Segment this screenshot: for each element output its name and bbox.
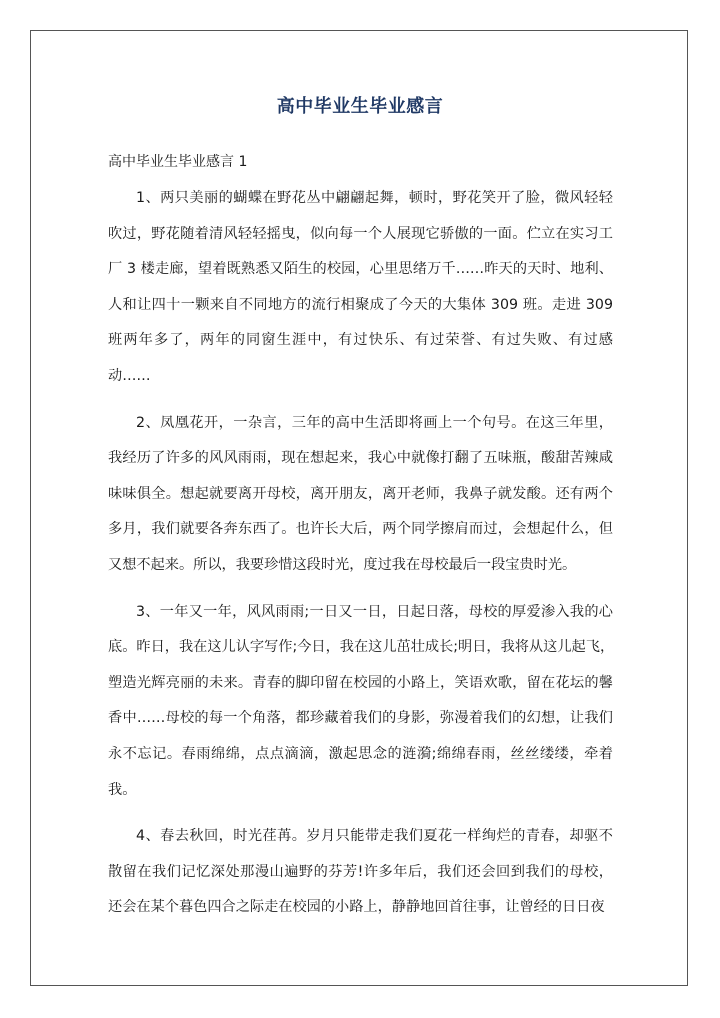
paragraph-line: 又想不起来。所以，我要珍惜这段时光，度过我在母校最后一段宝贵时光。	[108, 556, 577, 573]
paragraph-line: 还会在某个暮色四合之际走在校园的小路上，静静地回首往事，让曾经的日日夜	[108, 899, 605, 916]
paragraph-line: 动……	[108, 367, 151, 384]
paragraph-line: 1、两只美丽的蝴蝶在野花丛中翩翩起舞，顿时，野花笑开了脸，微风轻轻	[136, 190, 613, 206]
section-subtitle: 高中毕业生毕业感言 1	[108, 154, 248, 170]
paragraph	[108, 181, 613, 395]
paragraph	[108, 819, 613, 926]
paragraph-line: 我。	[108, 781, 137, 798]
paragraph-line: 多月，我们就要各奔东西了。也许长大后，两个同学擦肩而过，会想起什么，但	[108, 521, 613, 538]
paragraph-line: 3、一年又一年，风风雨雨;一日又一日，日起日落，母校的厚爱渗入我的心	[136, 603, 613, 620]
paragraph-line: 香中……母校的每一个角落，都珍藏着我们的身影，弥漫着我们的幻想，让我们	[108, 710, 613, 727]
paragraph-line: 味味俱全。想起就要离开母校，离开朋友，离开老师，我鼻子就发酸。还有两个	[108, 485, 613, 502]
document-body	[108, 150, 613, 937]
paragraph	[108, 595, 613, 809]
document-title: 高中毕业生毕业感言	[276, 96, 444, 117]
paragraph-line: 我经历了许多的风风雨雨，现在想起来，我心中就像打翻了五味瓶，酸甜苦辣咸	[108, 450, 613, 467]
paragraph-line: 人和让四十一颗来自不同地方的流行相聚成了今天的大集体 309 班。走进 309	[108, 296, 613, 313]
paragraph	[108, 406, 613, 584]
paragraph-line: 散留在我们记忆深处那漫山遍野的芬芳!许多年后，我们还会回到我们的母校，	[108, 863, 613, 880]
paragraph-line: 2、凤凰花开，一杂言，三年的高中生活即将画上一个句号。在这三年里，	[136, 414, 613, 431]
paragraph-line: 班两年多了，两年的同窗生涯中，有过快乐、有过荣誉、有过失败、有过感	[108, 332, 613, 349]
paragraph-line: 4、春去秋回，时光荏苒。岁月只能带走我们夏花一样绚烂的青春，却驱不	[136, 828, 613, 845]
paragraph-line: 永不忘记。春雨绵绵，点点滴滴，激起思念的涟漪;绵绵春雨，丝丝缕缕，牵着	[108, 745, 613, 762]
paragraph-line: 吹过，野花随着清风轻轻摇曳，似向每一个人展现它骄傲的一面。伫立在实习工	[108, 225, 613, 242]
paragraph-line: 塑造光辉亮丽的未来。青春的脚印留在校园的小路上，笑语欢歌，留在花坛的馨	[108, 674, 613, 691]
paragraph-line: 底。昨日，我在这儿认字写作;今日，我在这儿茁壮成长;明日，我将从这儿起飞，	[108, 639, 615, 656]
paragraph-list	[108, 181, 613, 926]
paragraph-line: 厂 3 楼走廊，望着既熟悉又陌生的校园，心里思绪万千……昨天的天时、地利、	[108, 261, 613, 278]
